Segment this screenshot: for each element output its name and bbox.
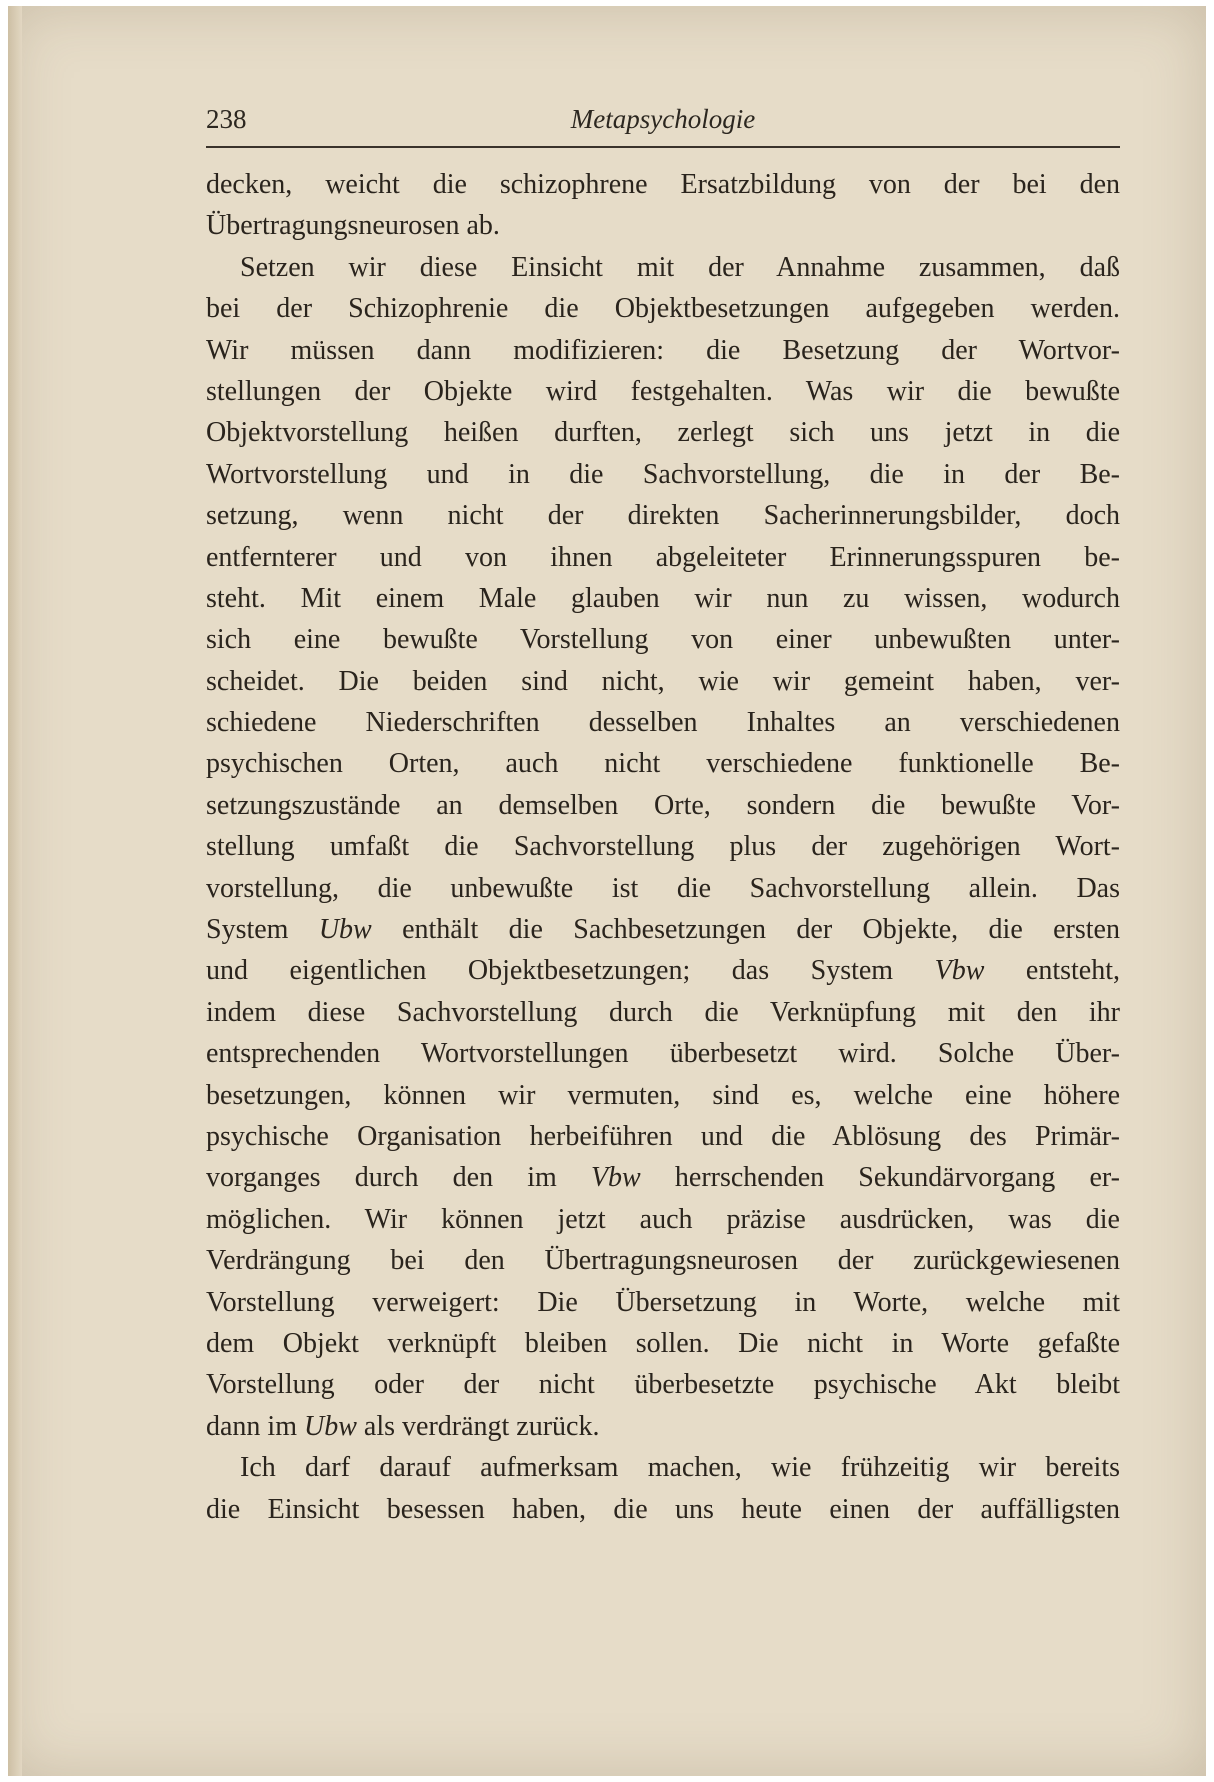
text-line: decken, weicht die schizophrene Ersatzbildung von der bei den	[206, 169, 1120, 200]
text-segment: enthält die Sachbesetzungen der Objekte, die ersten	[371, 914, 1120, 946]
text-line: setzungszustände an demselben Orte, sondern die bewußte Vor-	[206, 789, 1120, 821]
italic-term: Ubw	[318, 914, 372, 946]
italic-term: Ubw	[304, 1410, 357, 1442]
text-line: stellung umfaßt die Sachvorstellung plus der zugehörigen Wort-	[206, 831, 1120, 863]
book-page	[8, 6, 1206, 1776]
text-line: die Einsicht besessen haben, die uns heute einen der auffälligsten	[206, 1493, 1120, 1525]
text-segment: als verdrängt zurück.	[356, 1410, 600, 1442]
text-segment: herrschenden Sekundärvorgang er-	[640, 1162, 1120, 1194]
italic-term: Vbw	[934, 955, 985, 987]
text-line: scheidet. Die beiden sind nicht, wie wir gemeint haben, ver-	[206, 665, 1120, 697]
page-header	[206, 102, 1120, 148]
text-line: setzung, wenn nicht der direkten Sacherinnerungsbilder, doch	[206, 500, 1120, 532]
text-line: Ich darf darauf aufmerksam machen, wie frühzeitig wir bereits	[240, 1452, 1120, 1484]
text-line: entfernterer und von ihnen abgeleiteter Erinnerungsspuren be-	[206, 541, 1120, 573]
text-line: dem Objekt verknüpft bleiben sollen. Die nicht in Worte gefaßte	[206, 1327, 1120, 1359]
text-segment: entsteht,	[984, 955, 1121, 987]
page-binding-edge	[8, 6, 22, 1776]
text-line: besetzungen, können wir vermuten, sind es, welche eine höhere	[206, 1079, 1120, 1111]
text-line	[206, 909, 1120, 950]
text-line: Übertragungsneurosen ab.	[206, 210, 500, 242]
text-line: psychischen Orten, auch nicht verschiedene funktionelle Be-	[206, 748, 1120, 780]
text-line: Verdrängung bei den Übertragungsneurosen der zurückgewiesenen	[206, 1245, 1120, 1277]
text-segment: vorganges durch den im	[206, 1162, 591, 1194]
text-line	[206, 1157, 1120, 1198]
text-line	[206, 950, 1120, 991]
text-line: Wortvorstellung und in die Sachvorstellung, die in der Be-	[206, 458, 1120, 490]
body-text	[206, 164, 1120, 1530]
text-line: möglichen. Wir können jetzt auch präzise ausdrücken, was die	[206, 1203, 1120, 1235]
text-line: Vorstellung oder der nicht überbesetzte psychische Akt bleibt	[206, 1369, 1120, 1401]
text-segment: und eigentlichen Objektbesetzungen; das System	[206, 955, 935, 987]
running-head: Metapsychologie	[570, 104, 756, 134]
page-number: 238	[206, 104, 247, 134]
text-line: Setzen wir diese Einsicht mit der Annahme zusammen, daß	[240, 251, 1120, 283]
text-segment: dann im	[206, 1410, 304, 1442]
text-line: stellungen der Objekte wird festgehalten. Was wir die bewußte	[206, 375, 1120, 407]
text-line: Vorstellung verweigert: Die Übersetzung in Worte, welche mit	[206, 1286, 1120, 1318]
text-line: sich eine bewußte Vorstellung von einer unbewußten unter-	[206, 624, 1120, 656]
text-line: vorstellung, die unbewußte ist die Sachvorstellung allein. Das	[206, 872, 1120, 904]
text-segment: System	[206, 914, 319, 946]
text-line	[206, 1406, 1120, 1447]
text-line: indem diese Sachvorstellung durch die Verknüpfung mit den ihr	[206, 996, 1120, 1028]
text-line: Objektvorstellung heißen durften, zerlegt sich uns jetzt in die	[206, 417, 1120, 449]
text-line: psychische Organisation herbeiführen und die Ablösung des Primär-	[206, 1120, 1120, 1152]
text-line: entsprechenden Wortvorstellungen überbesetzt wird. Solche Über-	[206, 1038, 1120, 1070]
italic-term: Vbw	[590, 1162, 641, 1194]
text-line: Wir müssen dann modifizieren: die Besetzung der Wortvor-	[206, 334, 1120, 366]
text-line: schiedene Niederschriften desselben Inhaltes an verschiedenen	[206, 707, 1120, 739]
text-line: bei der Schizophrenie die Objektbesetzungen aufgegeben werden.	[206, 293, 1120, 325]
text-line: steht. Mit einem Male glauben wir nun zu wissen, wodurch	[206, 582, 1120, 614]
